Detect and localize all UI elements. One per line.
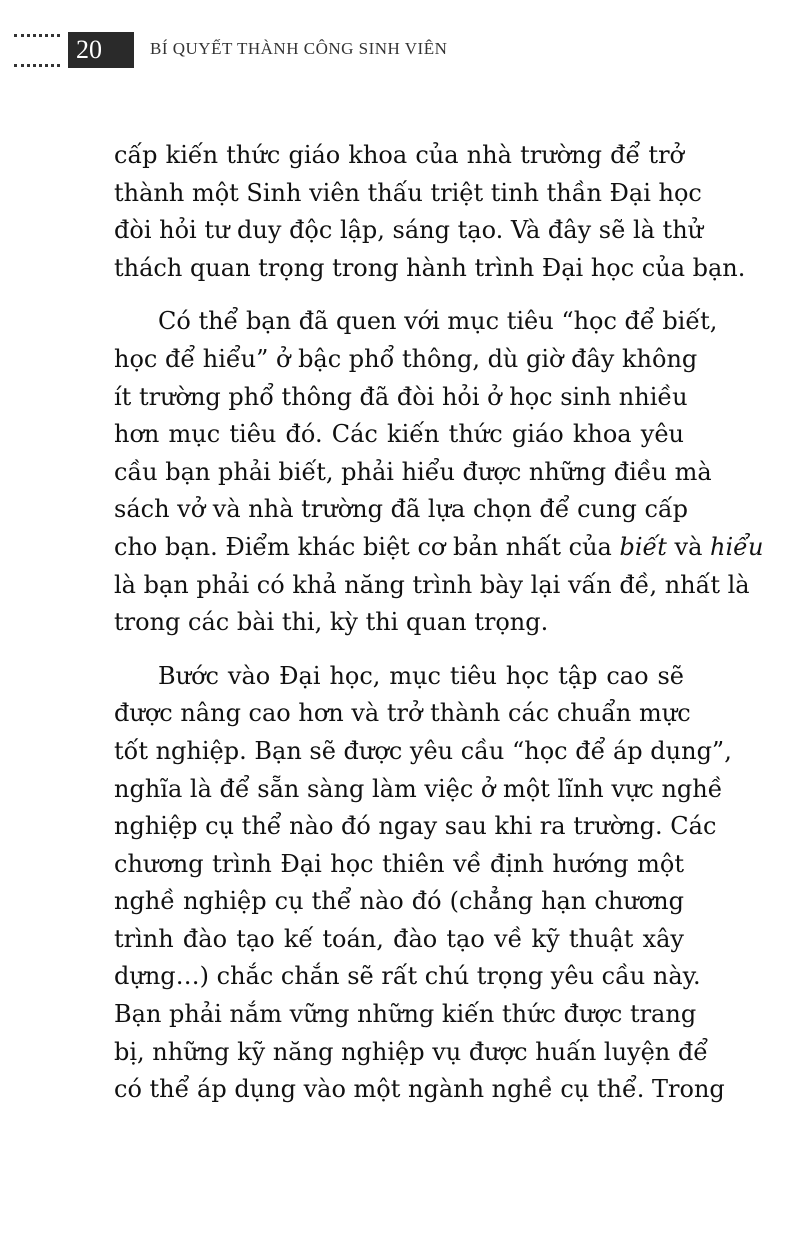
text-segment: cho bạn. Điểm khác biệt cơ bản nhất của <box>114 532 620 561</box>
text-line: ít trường phổ thông đã đòi hỏi ở học sinh nhiều <box>114 382 688 411</box>
text-line: tốt nghiệp. Bạn sẽ được yêu cầu “học để áp dụng”, <box>114 736 732 765</box>
header-dots-bottom <box>14 64 60 67</box>
text-line: là bạn phải có khả năng trình bày lại vấn đề, nhất là <box>114 570 750 599</box>
text-line: thách quan trọng trong hành trình Đại học của bạn. <box>114 253 746 282</box>
text-line: cấp kiến thức giáo khoa của nhà trường để trở <box>114 141 684 169</box>
text-line: hơn mục tiêu đó. Các kiến thức giáo khoa yêu <box>114 420 684 449</box>
page-number: 20 <box>68 32 134 68</box>
text-line: Bạn phải nắm vững những kiến thức được trang <box>114 1000 697 1029</box>
text-line: nghiệp cụ thể nào đó ngay sau khi ra trường. Các <box>114 812 717 841</box>
text-segment: và <box>666 532 711 561</box>
text-line: học để hiểu” ở bậc phổ thông, dù giờ đây không <box>114 344 698 373</box>
text-line: nghĩa là để sẵn sàng làm việc ở một lĩnh vực nghề <box>114 774 723 803</box>
text-line-mixed <box>114 529 764 567</box>
paragraph-3 <box>114 658 732 1109</box>
text-line: dựng…) chắc chắn sẽ rất chú trọng yêu cầu này. <box>114 962 701 991</box>
paragraph-1 <box>114 137 746 287</box>
text-line: cầu bạn phải biết, phải hiểu được những điều mà <box>114 457 712 486</box>
body-text <box>114 137 764 1125</box>
text-line: thành một Sinh viên thấu triệt tinh thần Đại học <box>114 178 702 207</box>
text-line: được nâng cao hơn và trở thành các chuẩn mực <box>114 699 691 728</box>
text-line: chương trình Đại học thiên về định hướng một <box>114 849 684 878</box>
paragraph-2 <box>114 303 764 641</box>
text-line: trong các bài thi, kỳ thi quan trọng. <box>114 608 549 637</box>
page-header <box>0 30 800 70</box>
text-line: Bước vào Đại học, mục tiêu học tập cao sẽ <box>158 661 684 690</box>
text-line: Có thể bạn đã quen với mục tiêu “học để biết, <box>158 307 718 336</box>
text-line: có thể áp dụng vào một ngành nghề cụ thể. Trong <box>114 1075 725 1104</box>
running-title: BÍ QUYẾT THÀNH CÔNG SINH VIÊN <box>150 39 448 58</box>
text-line: nghề nghiệp cụ thể nào đó (chẳng hạn chương <box>114 887 684 916</box>
text-line: đòi hỏi tư duy độc lập, sáng tạo. Và đây sẽ là thử <box>114 216 704 245</box>
text-line: bị, những kỹ năng nghiệp vụ được huấn luyện để <box>114 1037 709 1066</box>
text-line: sách vở và nhà trường đã lựa chọn để cung cấp <box>114 495 689 524</box>
italic-term-biet: biết <box>619 532 667 561</box>
text-line: trình đào tạo kế toán, đào tạo về kỹ thuật xây <box>114 924 684 953</box>
italic-term-hieu: hiểu <box>710 532 764 561</box>
header-dots-top <box>14 34 60 37</box>
